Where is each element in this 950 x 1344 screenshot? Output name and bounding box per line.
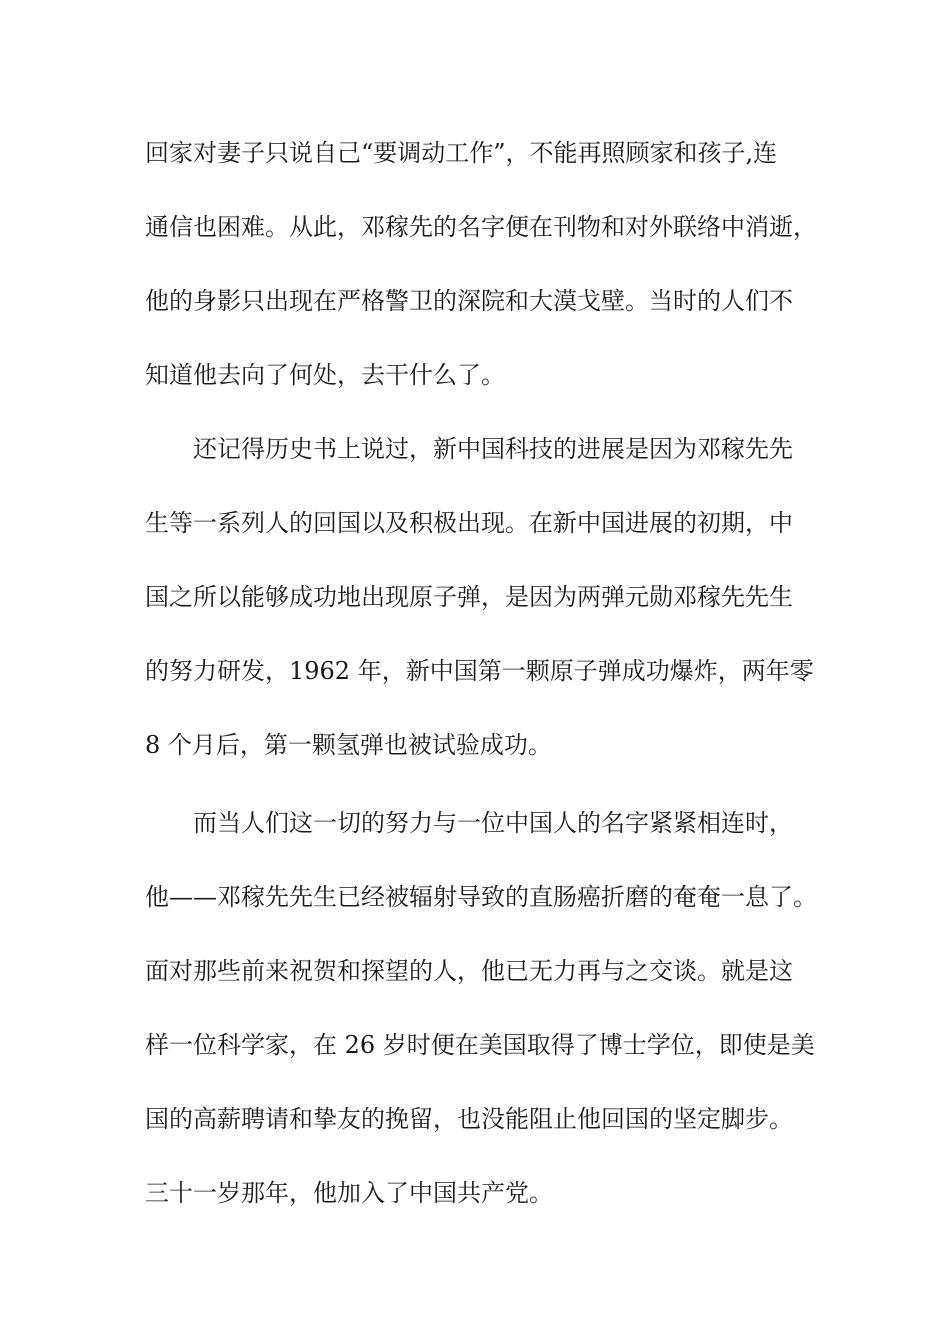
paragraph-1-line-4: 知道他去向了何处，去干什么了。 [145,361,505,389]
paragraph-1-line-3: 他的身影只出现在严格警卫的深院和大漠戈壁。当时的人们不 [145,287,793,315]
paragraph-2-line-5: 8 个月后，第一颗氢弹也被试验成功。 [145,731,552,759]
paragraph-2-line-3: 国之所以能够成功地出现原子弹，是因为两弹元勋邓稼先先生 [145,583,793,611]
paragraph-3-line-6: 三十一岁那年，他加入了中国共产党。 [145,1179,553,1207]
paragraph-2-line-1: 还记得历史书上说过，新中国科技的进展是因为邓稼先先 [193,435,793,463]
paragraph-3-line-3: 面对那些前来祝贺和探望的人，他已无力再与之交谈。就是这 [145,957,793,985]
paragraph-3-line-1: 而当人们这一切的努力与一位中国人的名字紧紧相连时， [193,809,793,837]
paragraph-1-line-2: 通信也困难。从此，邓稼先的名字便在刊物和对外联络中消逝， [145,213,817,241]
paragraph-2-line-2: 生等一系列人的回国以及积极出现。在新中国进展的初期，中 [145,509,793,537]
paragraph-3-line-4: 样一位科学家，在 26 岁时便在美国取得了博士学位，即使是美 [145,1031,815,1059]
paragraph-1-line-1: 回家对妻子只说自己“要调动工作”，不能再照顾家和孩子,连 [145,139,778,167]
paragraph-3-line-5: 国的高薪聘请和挚友的挽留，也没能阻止他回国的坚定脚步。 [145,1105,793,1133]
paragraph-3-line-2: 他——邓稼先先生已经被辐射导致的直肠癌折磨的奄奄一息了。 [145,883,817,911]
paragraph-2-line-4: 的努力研发，1962 年，新中国第一颗原子弹成功爆炸，两年零 [145,657,814,685]
